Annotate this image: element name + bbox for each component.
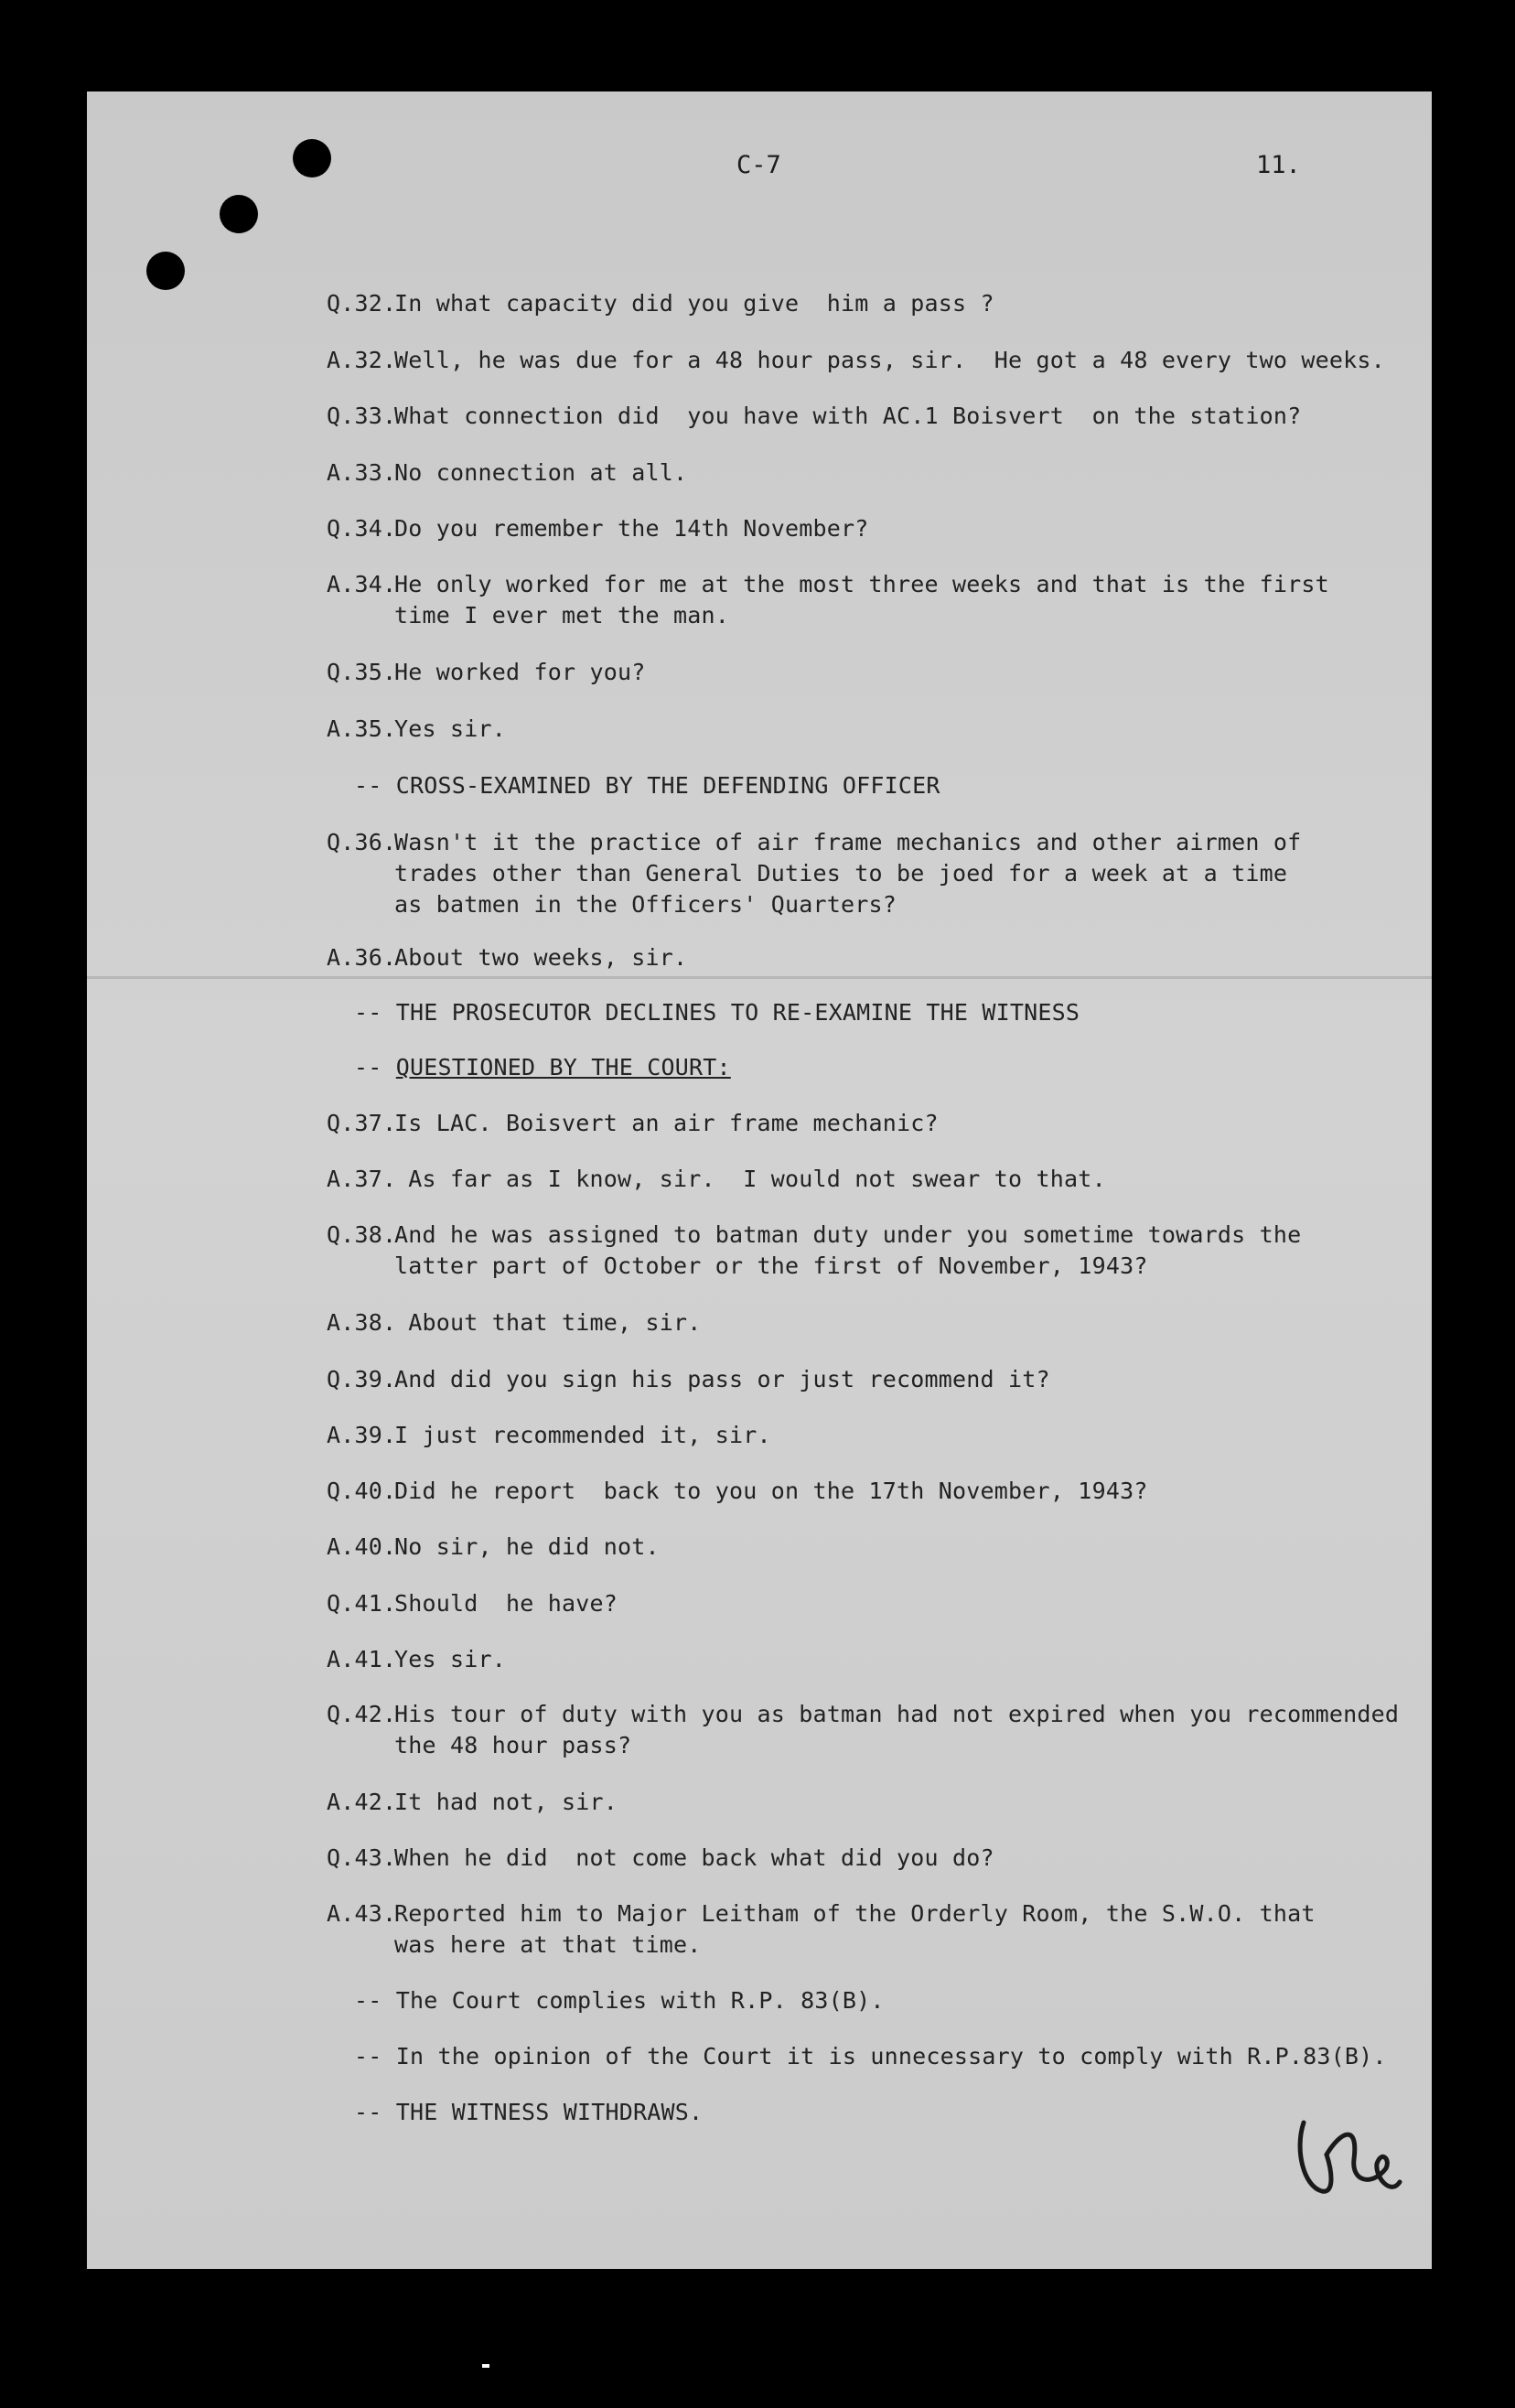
entry-number: Q.39. xyxy=(327,1366,397,1392)
entry-a36 xyxy=(327,942,687,973)
entry-text: And he was assigned to batman duty under you sometime towards the xyxy=(394,1221,1302,1248)
entry-number: Q.36. xyxy=(327,829,397,855)
entry-text: Well, he was due for a 48 hour pass, sir. He got a 48 every two weeks. xyxy=(394,347,1385,373)
entry-text: And did you sign his pass or just recommend it? xyxy=(394,1366,1050,1392)
entry-number: A.33. xyxy=(327,459,397,486)
entry-number: A.43. xyxy=(327,1900,397,1927)
entry-number: A.37. xyxy=(327,1166,397,1192)
binder-hole xyxy=(293,139,331,177)
binder-hole xyxy=(146,252,185,290)
entry-dash: -- xyxy=(354,772,382,799)
entry-a41 xyxy=(327,1644,506,1675)
entry-number: A.42. xyxy=(327,1789,397,1815)
entry-number: Q.40. xyxy=(327,1478,397,1504)
entry-text: Yes sir. xyxy=(394,1646,507,1672)
entry-text: About that time, sir. xyxy=(394,1309,702,1336)
entry-text: Should he have? xyxy=(394,1590,618,1617)
entry-number: Q.37. xyxy=(327,1110,397,1136)
entry-number: A.35. xyxy=(327,715,397,742)
entry-text: He only worked for me at the most three weeks and that is the first xyxy=(394,571,1329,597)
procedure-court-opinion xyxy=(354,2041,1387,2072)
entry-text: As far as I know, sir. I would not swear to that. xyxy=(394,1166,1106,1192)
entry-text: THE WITNESS WITHDRAWS. xyxy=(395,2099,704,2125)
entry-number: A.39. xyxy=(327,1422,397,1448)
entry-q41 xyxy=(327,1588,618,1619)
entry-q39 xyxy=(327,1364,1050,1395)
entry-text: No sir, he did not. xyxy=(394,1533,660,1560)
entry-q33 xyxy=(327,401,1301,432)
entry-a43 xyxy=(327,1898,1316,1930)
entry-text: Did he report back to you on the 17th November, 1943? xyxy=(394,1478,1148,1504)
entry-number: Q.43. xyxy=(327,1844,397,1871)
entry-q36-cont-2: as batmen in the Officers' Quarters? xyxy=(394,891,897,918)
entry-a38 xyxy=(327,1307,702,1338)
entry-text: CROSS-EXAMINED BY THE DEFENDING OFFICER xyxy=(395,772,940,799)
entry-q37 xyxy=(327,1108,939,1139)
entry-q42 xyxy=(327,1699,1399,1730)
entry-q43 xyxy=(327,1843,994,1874)
entry-dash: -- xyxy=(354,2043,382,2069)
entry-number: A.34. xyxy=(327,571,397,597)
entry-a32 xyxy=(327,345,1385,376)
entry-q35 xyxy=(327,657,646,688)
binder-hole xyxy=(220,195,258,233)
entry-q40 xyxy=(327,1476,1148,1507)
entry-text: Reported him to Major Leitham of the Orderly Room, the S.W.O. that xyxy=(394,1900,1316,1927)
entry-q38 xyxy=(327,1220,1301,1251)
entry-a34 xyxy=(327,569,1329,600)
entry-a39 xyxy=(327,1420,771,1451)
entry-a35 xyxy=(327,714,506,745)
entry-a37 xyxy=(327,1164,1106,1195)
entry-number: Q.32. xyxy=(327,290,397,317)
entry-number: A.38. xyxy=(327,1309,397,1336)
document-page xyxy=(87,91,1432,2269)
entry-text: What connection did you have with AC.1 Boisvert on the station? xyxy=(394,403,1302,429)
entry-number: Q.33. xyxy=(327,403,397,429)
entry-number: A.36. xyxy=(327,944,397,971)
entry-text: In what capacity did you give him a pass ? xyxy=(394,290,994,317)
entry-dash: -- xyxy=(354,2099,382,2125)
entry-text: Wasn't it the practice of air frame mechanics and other airmen of xyxy=(394,829,1302,855)
page-number: 11. xyxy=(1256,151,1301,179)
entry-q36-cont-1: trades other than General Duties to be joed for a week at a time xyxy=(394,860,1288,887)
entry-number: A.41. xyxy=(327,1646,397,1672)
fold-line xyxy=(87,976,1432,979)
entry-dash: -- xyxy=(354,1987,382,2014)
entry-a42 xyxy=(327,1787,618,1818)
entry-text: In the opinion of the Court it is unnecessary to comply with R.P.83(B). xyxy=(395,2043,1387,2069)
document-reference: C-7 xyxy=(736,151,781,179)
entry-number: A.40. xyxy=(327,1533,397,1560)
entry-text: QUESTIONED BY THE COURT: xyxy=(395,1054,731,1080)
entry-number: Q.38. xyxy=(327,1221,397,1248)
entry-text: Do you remember the 14th November? xyxy=(394,515,869,542)
entry-text: His tour of duty with you as batman had not expired when you recommended xyxy=(394,1701,1400,1727)
film-mark xyxy=(482,2364,489,2368)
entry-number: Q.35. xyxy=(327,659,397,685)
entry-q42-cont: the 48 hour pass? xyxy=(394,1732,632,1758)
entry-number: A.32. xyxy=(327,347,397,373)
entry-text: He worked for you? xyxy=(394,659,646,685)
procedure-cross-examined xyxy=(354,770,940,801)
entry-dash: -- xyxy=(354,1054,382,1080)
entry-text: It had not, sir. xyxy=(394,1789,618,1815)
entry-text: I just recommended it, sir. xyxy=(394,1422,771,1448)
entry-text: Is LAC. Boisvert an air frame mechanic? xyxy=(394,1110,939,1136)
entry-a40 xyxy=(327,1532,660,1563)
entry-dash: -- xyxy=(354,999,382,1026)
entry-text: THE PROSECUTOR DECLINES TO RE-EXAMINE THE WITNESS xyxy=(395,999,1080,1026)
entry-q32 xyxy=(327,288,994,319)
entry-q34 xyxy=(327,513,869,544)
entry-text: No connection at all. xyxy=(394,459,688,486)
procedure-witness-withdraws xyxy=(354,2097,703,2128)
entry-text: The Court complies with R.P. 83(B). xyxy=(395,1987,885,2014)
entry-text: When he did not come back what did you do? xyxy=(394,1844,994,1871)
procedure-court-complies xyxy=(354,1985,885,2016)
entry-a43-cont: was here at that time. xyxy=(394,1931,702,1958)
entry-text: Yes sir. xyxy=(394,715,507,742)
entry-a33 xyxy=(327,457,687,489)
entry-q36 xyxy=(327,827,1301,858)
entry-text: About two weeks, sir. xyxy=(394,944,688,971)
entry-q38-cont: latter part of October or the first of November, 1943? xyxy=(394,1252,1148,1279)
procedure-prosecutor-declines xyxy=(354,997,1080,1028)
entry-number: Q.41. xyxy=(327,1590,397,1617)
entry-number: Q.42. xyxy=(327,1701,397,1727)
entry-a34-cont: time I ever met the man. xyxy=(394,602,730,629)
handwritten-initials xyxy=(1285,2104,1404,2205)
procedure-questioned-by-court xyxy=(354,1052,731,1083)
entry-number: Q.34. xyxy=(327,515,397,542)
